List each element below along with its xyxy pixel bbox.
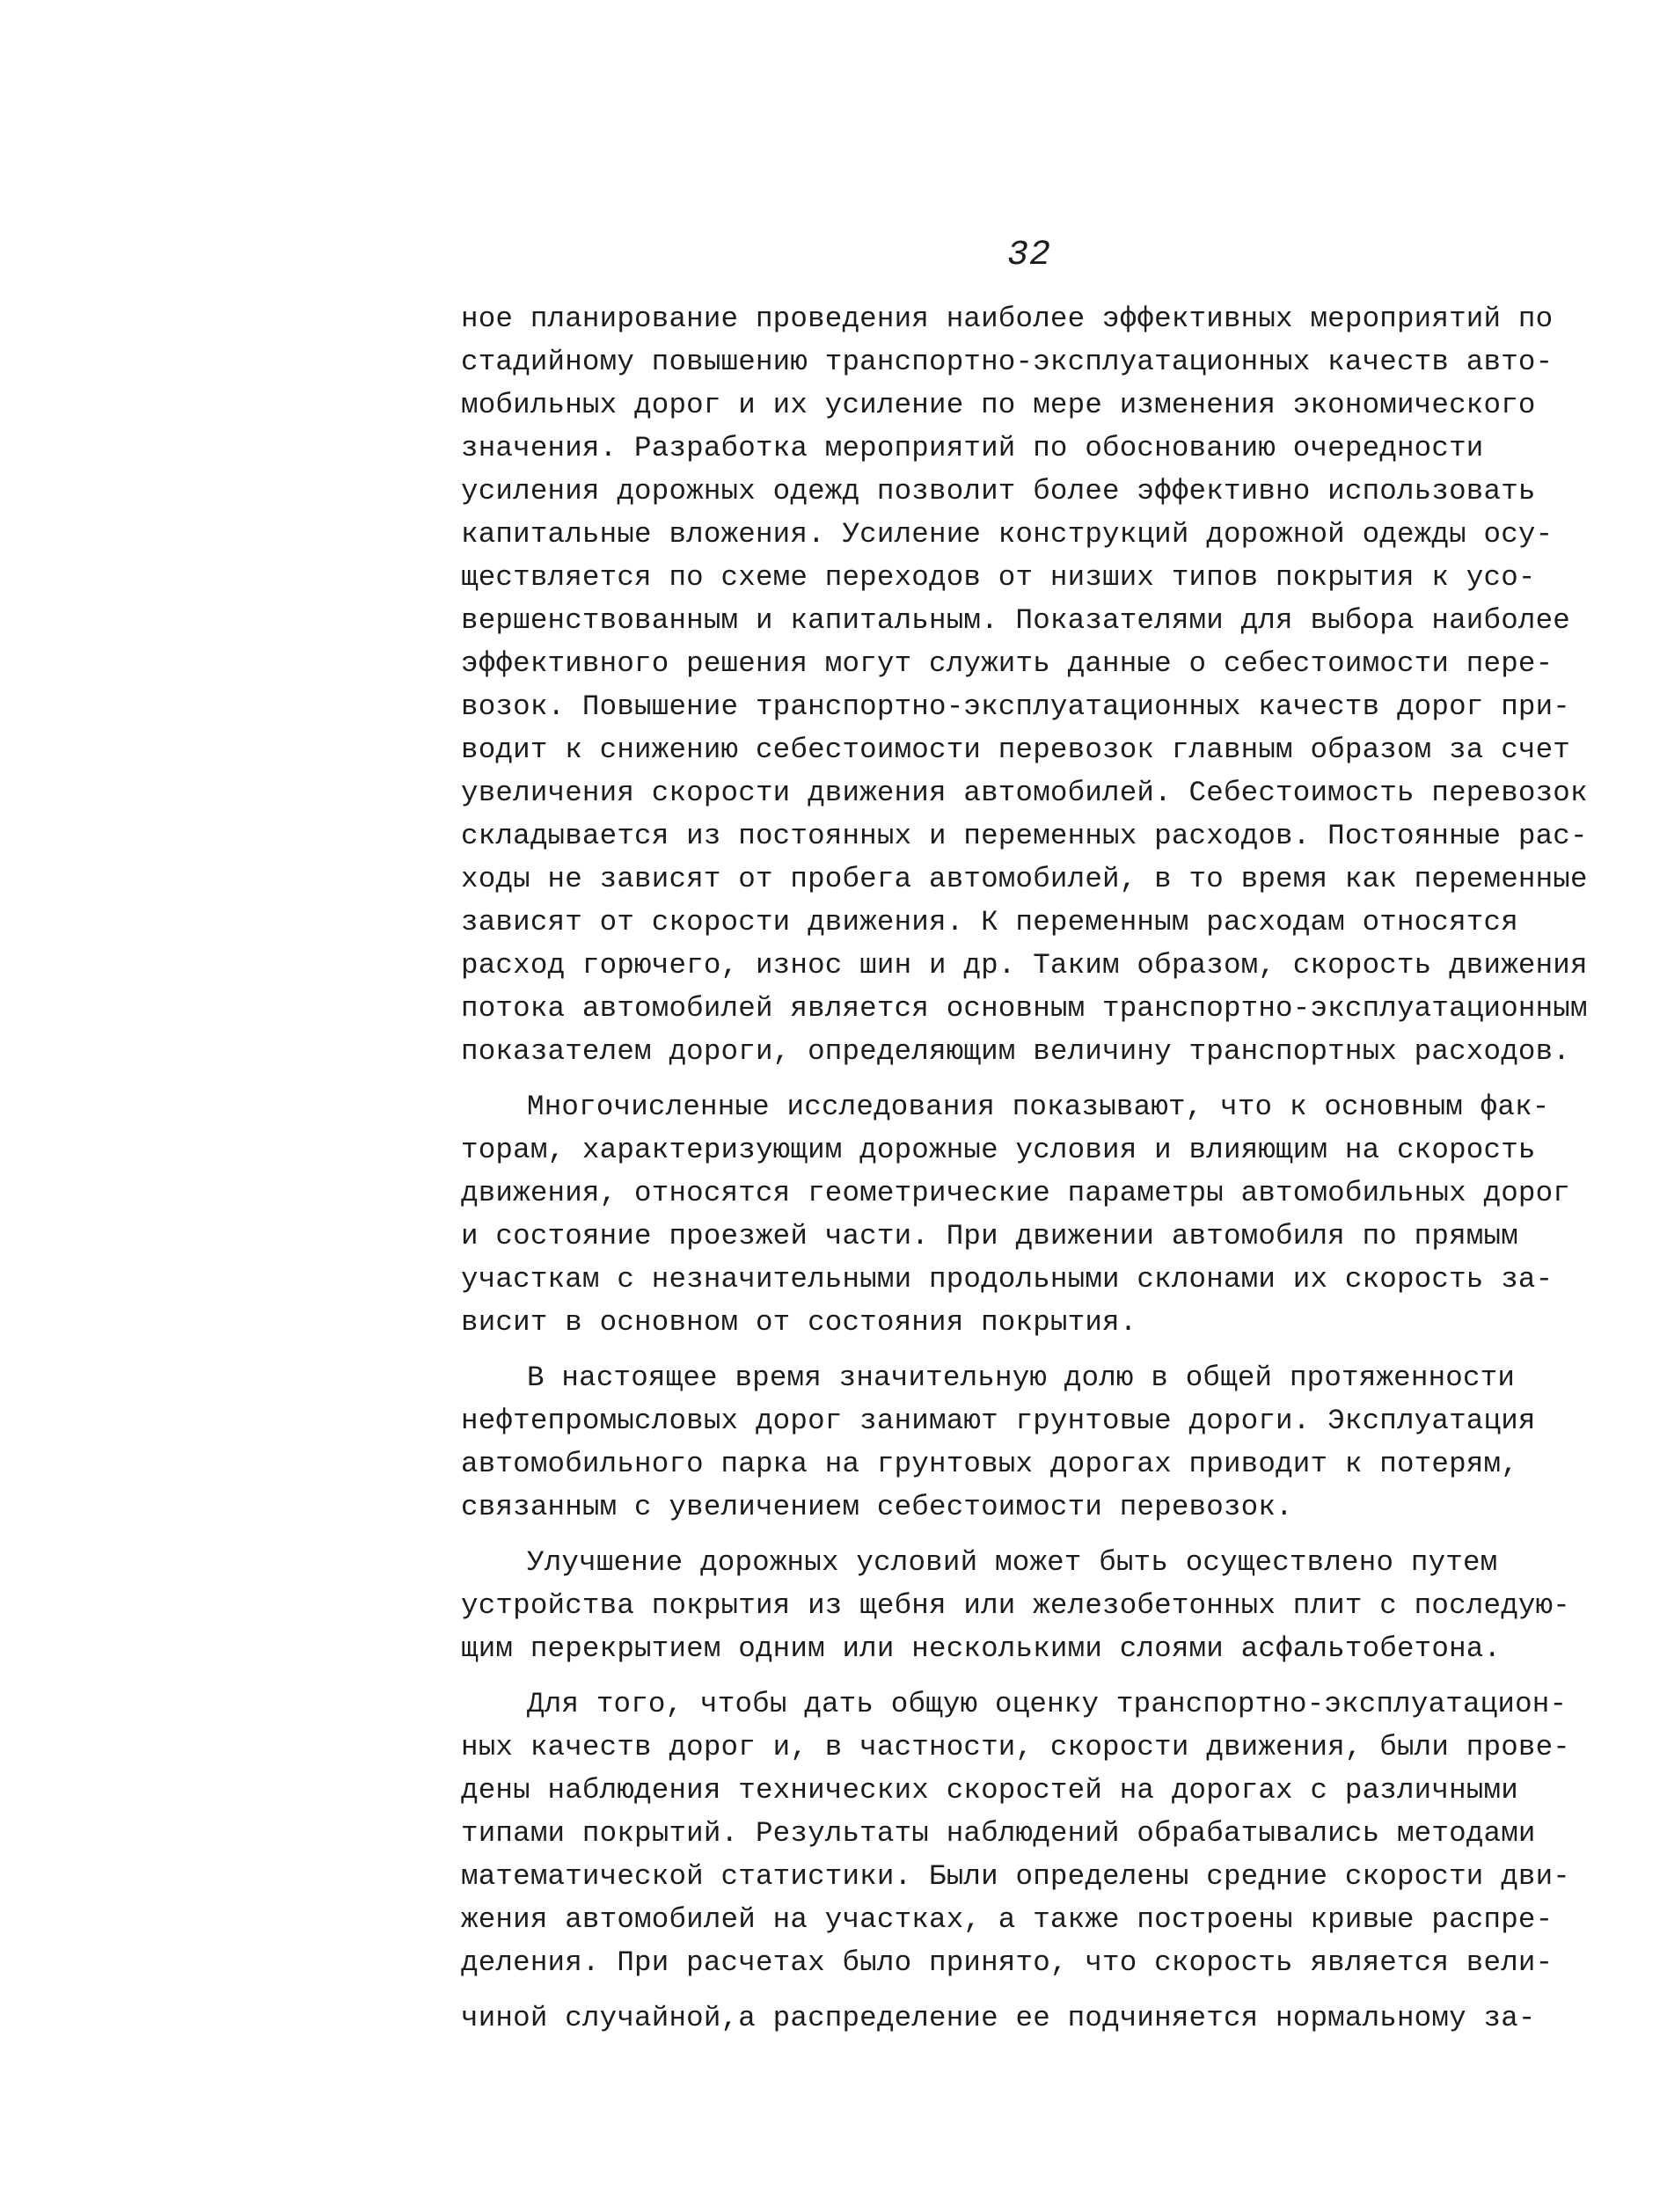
text-line: Для того, чтобы дать общую оценку транспортно-эксплуатацион- (527, 1688, 1568, 1720)
paragraph (461, 1356, 1596, 1529)
text-line: дены наблюдения технических скоростей на дорогах с различными (461, 1774, 1518, 1807)
text-line: зависят от скорости движения. К переменным расходам относятся (461, 906, 1518, 938)
text-line: расход горючего, износ шин и др. Таким образом, скорость движения (461, 949, 1588, 982)
text-line: Улучшение дорожных условий может быть осуществлено путем (527, 1546, 1498, 1579)
text-line: участкам с незначительными продольными склонами их скорость за- (461, 1263, 1554, 1296)
text-line: деления. При расчетах было принято, что скорость является вели- (461, 1946, 1554, 1979)
paragraph (461, 1541, 1596, 1670)
paragraph (461, 297, 1596, 1073)
text-line: потока автомобилей является основным транспортно-эксплуатационным (461, 992, 1588, 1025)
text-line: щим перекрытием одним или несколькими слоями асфальтобетона. (461, 1632, 1502, 1665)
text-line: нефтепромысловых дорог занимают грунтовые дороги. Эксплуатация (461, 1405, 1536, 1437)
text-line: водит к снижению себестоимости перевозок главным образом за счет (461, 734, 1571, 766)
text-line: торам, характеризующим дорожные условия и влияющим на скорость (461, 1134, 1536, 1166)
text-line: значения. Разработка мероприятий по обоснованию очередности (461, 432, 1484, 464)
paragraph (461, 1085, 1596, 1344)
text-line: стадийному повышению транспортно-эксплуатационных качеств авто- (461, 346, 1554, 378)
text-line: чиной случайной,а распределение ее подчиняется нормальному за- (461, 2002, 1536, 2034)
text-line: капитальные вложения. Усиление конструкций дорожной одежды осу- (461, 518, 1554, 551)
text-line: мобильных дорог и их усиление по мере изменения экономического (461, 389, 1536, 421)
text-line: устройства покрытия из щебня или железобетонных плит с последую- (461, 1589, 1571, 1622)
text-line: висит в основном от состояния покрытия. (461, 1306, 1137, 1339)
text-line: возок. Повышение транспортно-эксплуатационных качеств дорог при- (461, 690, 1571, 723)
text-line: связанным с увеличением себестоимости перевозок. (461, 1491, 1293, 1523)
text-line: В настоящее время значительную долю в общей протяженности (527, 1362, 1516, 1394)
text-line: автомобильного парка на грунтовых дорогах приводит к потерям, (461, 1448, 1518, 1480)
text-line: вершенствованным и капитальным. Показателями для выбора наиболее (461, 604, 1571, 637)
page-number: 32 (1006, 236, 1051, 275)
text-line: усиления дорожных одежд позволит более эффективно использовать (461, 475, 1536, 507)
text-line: ное планирование проведения наиболее эффективных мероприятий по (461, 303, 1554, 335)
text-line: увеличения скорости движения автомобилей. Себестоимость перевозок (461, 777, 1588, 809)
text-line: эффективного решения могут служить данные о себестоимости пере- (461, 647, 1554, 680)
text-line: Многочисленные исследования показывают, что к основным фак- (527, 1091, 1550, 1123)
text-line: ществляется по схеме переходов от низших типов покрытия к усо- (461, 561, 1536, 594)
paragraph (461, 1683, 1596, 2040)
text-line: ходы не зависят от пробега автомобилей, в то время как переменные (461, 863, 1588, 895)
text-line: и состояние проезжей части. При движении автомобиля по прямым (461, 1220, 1518, 1252)
text-line: движения, относятся геометрические параметры автомобильных дорог (461, 1177, 1571, 1209)
text-line: показателем дороги, определяющим величину транспортных расходов. (461, 1035, 1571, 1068)
body-text (461, 297, 1596, 2040)
text-line: жения автомобилей на участках, а также построены кривые распре- (461, 1903, 1554, 1936)
text-line: ных качеств дорог и, в частности, скорости движения, были прове- (461, 1731, 1571, 1763)
text-line: типами покрытий. Результаты наблюдений обрабатывались методами (461, 1817, 1536, 1850)
text-line: математической статистики. Были определены средние скорости дви- (461, 1860, 1571, 1893)
text-line: складывается из постоянных и переменных расходов. Постоянные рас- (461, 820, 1588, 852)
